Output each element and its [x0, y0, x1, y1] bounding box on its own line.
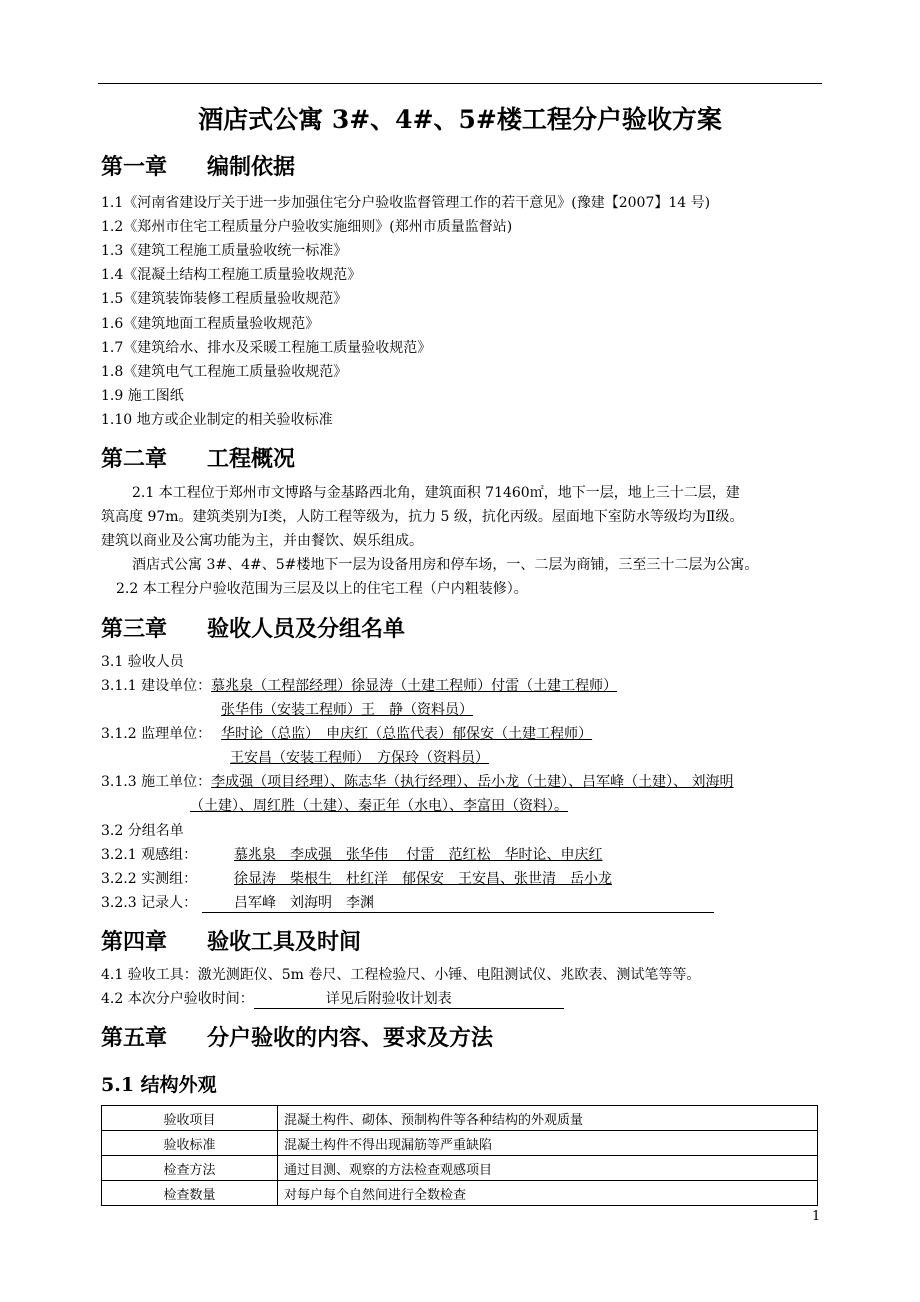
chapter-number: 第四章 [101, 929, 168, 955]
list-item: 1.9 施工图纸 [101, 388, 184, 404]
supervision-unit-row [101, 723, 616, 743]
paragraph-line: 筑高度 97m。建筑类别为Ⅰ类，人防工程等级为，抗力 5 级，抗化丙级。屋面地下室防水等级均为Ⅱ级。 [101, 509, 744, 525]
table-cell-key: 验收项目 [102, 1106, 278, 1131]
section-heading: 5.1 结构外观 [101, 1074, 217, 1096]
personnel-names: 华时论（总监） 申庆红（总监代表）郁保安（土建工程师） [221, 726, 593, 742]
table-cell-key: 检查数量 [102, 1181, 278, 1206]
personnel-names: 李成强（项目经理）、陈志华（执行经理）、岳小龙（土建）、吕军峰（土建）、 刘海明 [211, 774, 734, 790]
chapter-title: 分户验收的内容、要求及方法 [207, 1025, 494, 1051]
table-cell-key: 验收标准 [102, 1131, 278, 1156]
field-label: 3.2.1 观感组： [101, 847, 198, 863]
inspection-table [101, 1105, 818, 1206]
group-names: 慕兆泉 李成强 张华伟 付雷 范红松 华时论、申庆红 [234, 847, 603, 863]
field-label: 3.1.3 施工单位： [101, 774, 212, 790]
chapter-3-heading [101, 612, 405, 643]
personnel-names: 慕兆泉（工程部经理）徐显涛（土建工程师）付雷（土建工程师） [211, 678, 618, 694]
table-cell-key: 检查方法 [102, 1156, 278, 1181]
time-row [101, 988, 564, 1009]
section-label: 3.1 验收人员 [101, 654, 184, 670]
chapter-5-heading [101, 1021, 493, 1052]
chapter-number: 第五章 [101, 1025, 168, 1051]
field-label: 3.1.2 监理单位： [101, 726, 212, 742]
chapter-title: 验收人员及分组名单 [207, 616, 406, 642]
group-row [101, 868, 714, 888]
field-label: 3.2.2 实测组： [101, 871, 198, 887]
paragraph-line: 酒店式公寓 3#、4#、5#楼地下一层为设备用房和停车场，一、二层为商铺，三至三十二层为公寓。 [132, 557, 759, 573]
personnel-names: （土建）、周红胜（土建）、秦正年（水电）、李富田（资料）。 [190, 798, 568, 814]
section-label: 3.2 分组名单 [101, 823, 184, 839]
list-item: 1.2《郑州市住宅工程质量分户验收实施细则》(郑州市质量监督站) [101, 219, 513, 235]
chapter-title: 编制依据 [207, 154, 296, 180]
contractor-unit-row [101, 771, 734, 791]
document-title: 酒店式公寓 3#、4#、5#楼工程分户验收方案 [198, 105, 722, 134]
time-value: 详见后附验收计划表 [254, 988, 564, 1009]
chapter-1-heading [101, 150, 295, 181]
table-row [102, 1181, 818, 1206]
table-cell-value: 通过目测、观察的方法检查观感项目 [278, 1156, 818, 1181]
chapter-number: 第三章 [101, 616, 168, 642]
list-item: 1.1《河南省建设厅关于进一步加强住宅分户验收监督管理工作的若干意见》(豫建【2007】14 号) [101, 195, 711, 211]
chapter-title: 工程概况 [207, 446, 296, 472]
paragraph-line: 2.2 本工程分户验收范围为三层及以上的住宅工程（户内粗装修）。 [116, 581, 528, 597]
list-item: 1.4《混凝土结构工程施工质量验收规范》 [101, 267, 362, 283]
table-row [102, 1131, 818, 1156]
group-names: 吕军峰 刘海明 李渊 [202, 892, 714, 913]
page-number: 1 [812, 1209, 821, 1224]
chapter-number: 第一章 [101, 154, 168, 180]
personnel-names: 张华伟（安装工程师）王 静（资料员） [221, 702, 473, 718]
chapter-title: 验收工具及时间 [207, 929, 362, 955]
list-item: 1.5《建筑装饰装修工程质量验收规范》 [101, 291, 348, 307]
list-item: 1.3《建筑工程施工质量验收统一标准》 [101, 243, 348, 259]
paragraph-line: 2.1 本工程位于郑州市文博路与金基路西北角，建筑面积 71460㎡，地下一层，地上三十二层，建 [132, 485, 740, 501]
header-rule [98, 83, 822, 84]
list-item: 1.7《建筑给水、排水及采暖工程施工质量验收规范》 [101, 340, 432, 356]
group-row [101, 892, 714, 913]
table-row [102, 1106, 818, 1131]
group-names: 徐显涛 柴根生 杜红洋 郁保安 王安昌、张世清 岳小龙 [234, 871, 612, 887]
table-cell-value: 混凝土构件不得出现漏筋等严重缺陷 [278, 1131, 818, 1156]
field-label: 3.2.3 记录人： [101, 895, 198, 911]
list-item: 1.6《建筑地面工程质量验收规范》 [101, 316, 320, 332]
list-item: 1.10 地方或企业制定的相关验收标准 [101, 412, 333, 428]
chapter-number: 第二章 [101, 446, 168, 472]
list-item: 1.8《建筑电气工程施工质量验收规范》 [101, 364, 348, 380]
chapter-2-heading [101, 442, 295, 473]
paragraph-line: 建筑以商业及公寓功能为主，并由餐饮、娱乐组成。 [101, 533, 423, 549]
group-row [101, 844, 682, 864]
tools-line: 4.1 验收工具：激光测距仪、5m 卷尺、工程检验尺、小锤、电阻测试仪、兆欧表、测试笔等等。 [101, 967, 701, 983]
table-row [102, 1156, 818, 1181]
construction-unit-row [101, 675, 617, 695]
field-label: 4.2 本次分户验收时间： [101, 991, 254, 1007]
chapter-4-heading [101, 925, 361, 956]
personnel-names: 王安昌（安装工程师） 方保玲（资料员） [230, 750, 489, 766]
field-label: 3.1.1 建设单位： [101, 678, 212, 694]
table-cell-value: 混凝土构件、砌体、预制构件等各种结构的外观质量 [278, 1106, 818, 1131]
table-cell-value: 对每户每个自然间进行全数检查 [278, 1181, 818, 1206]
